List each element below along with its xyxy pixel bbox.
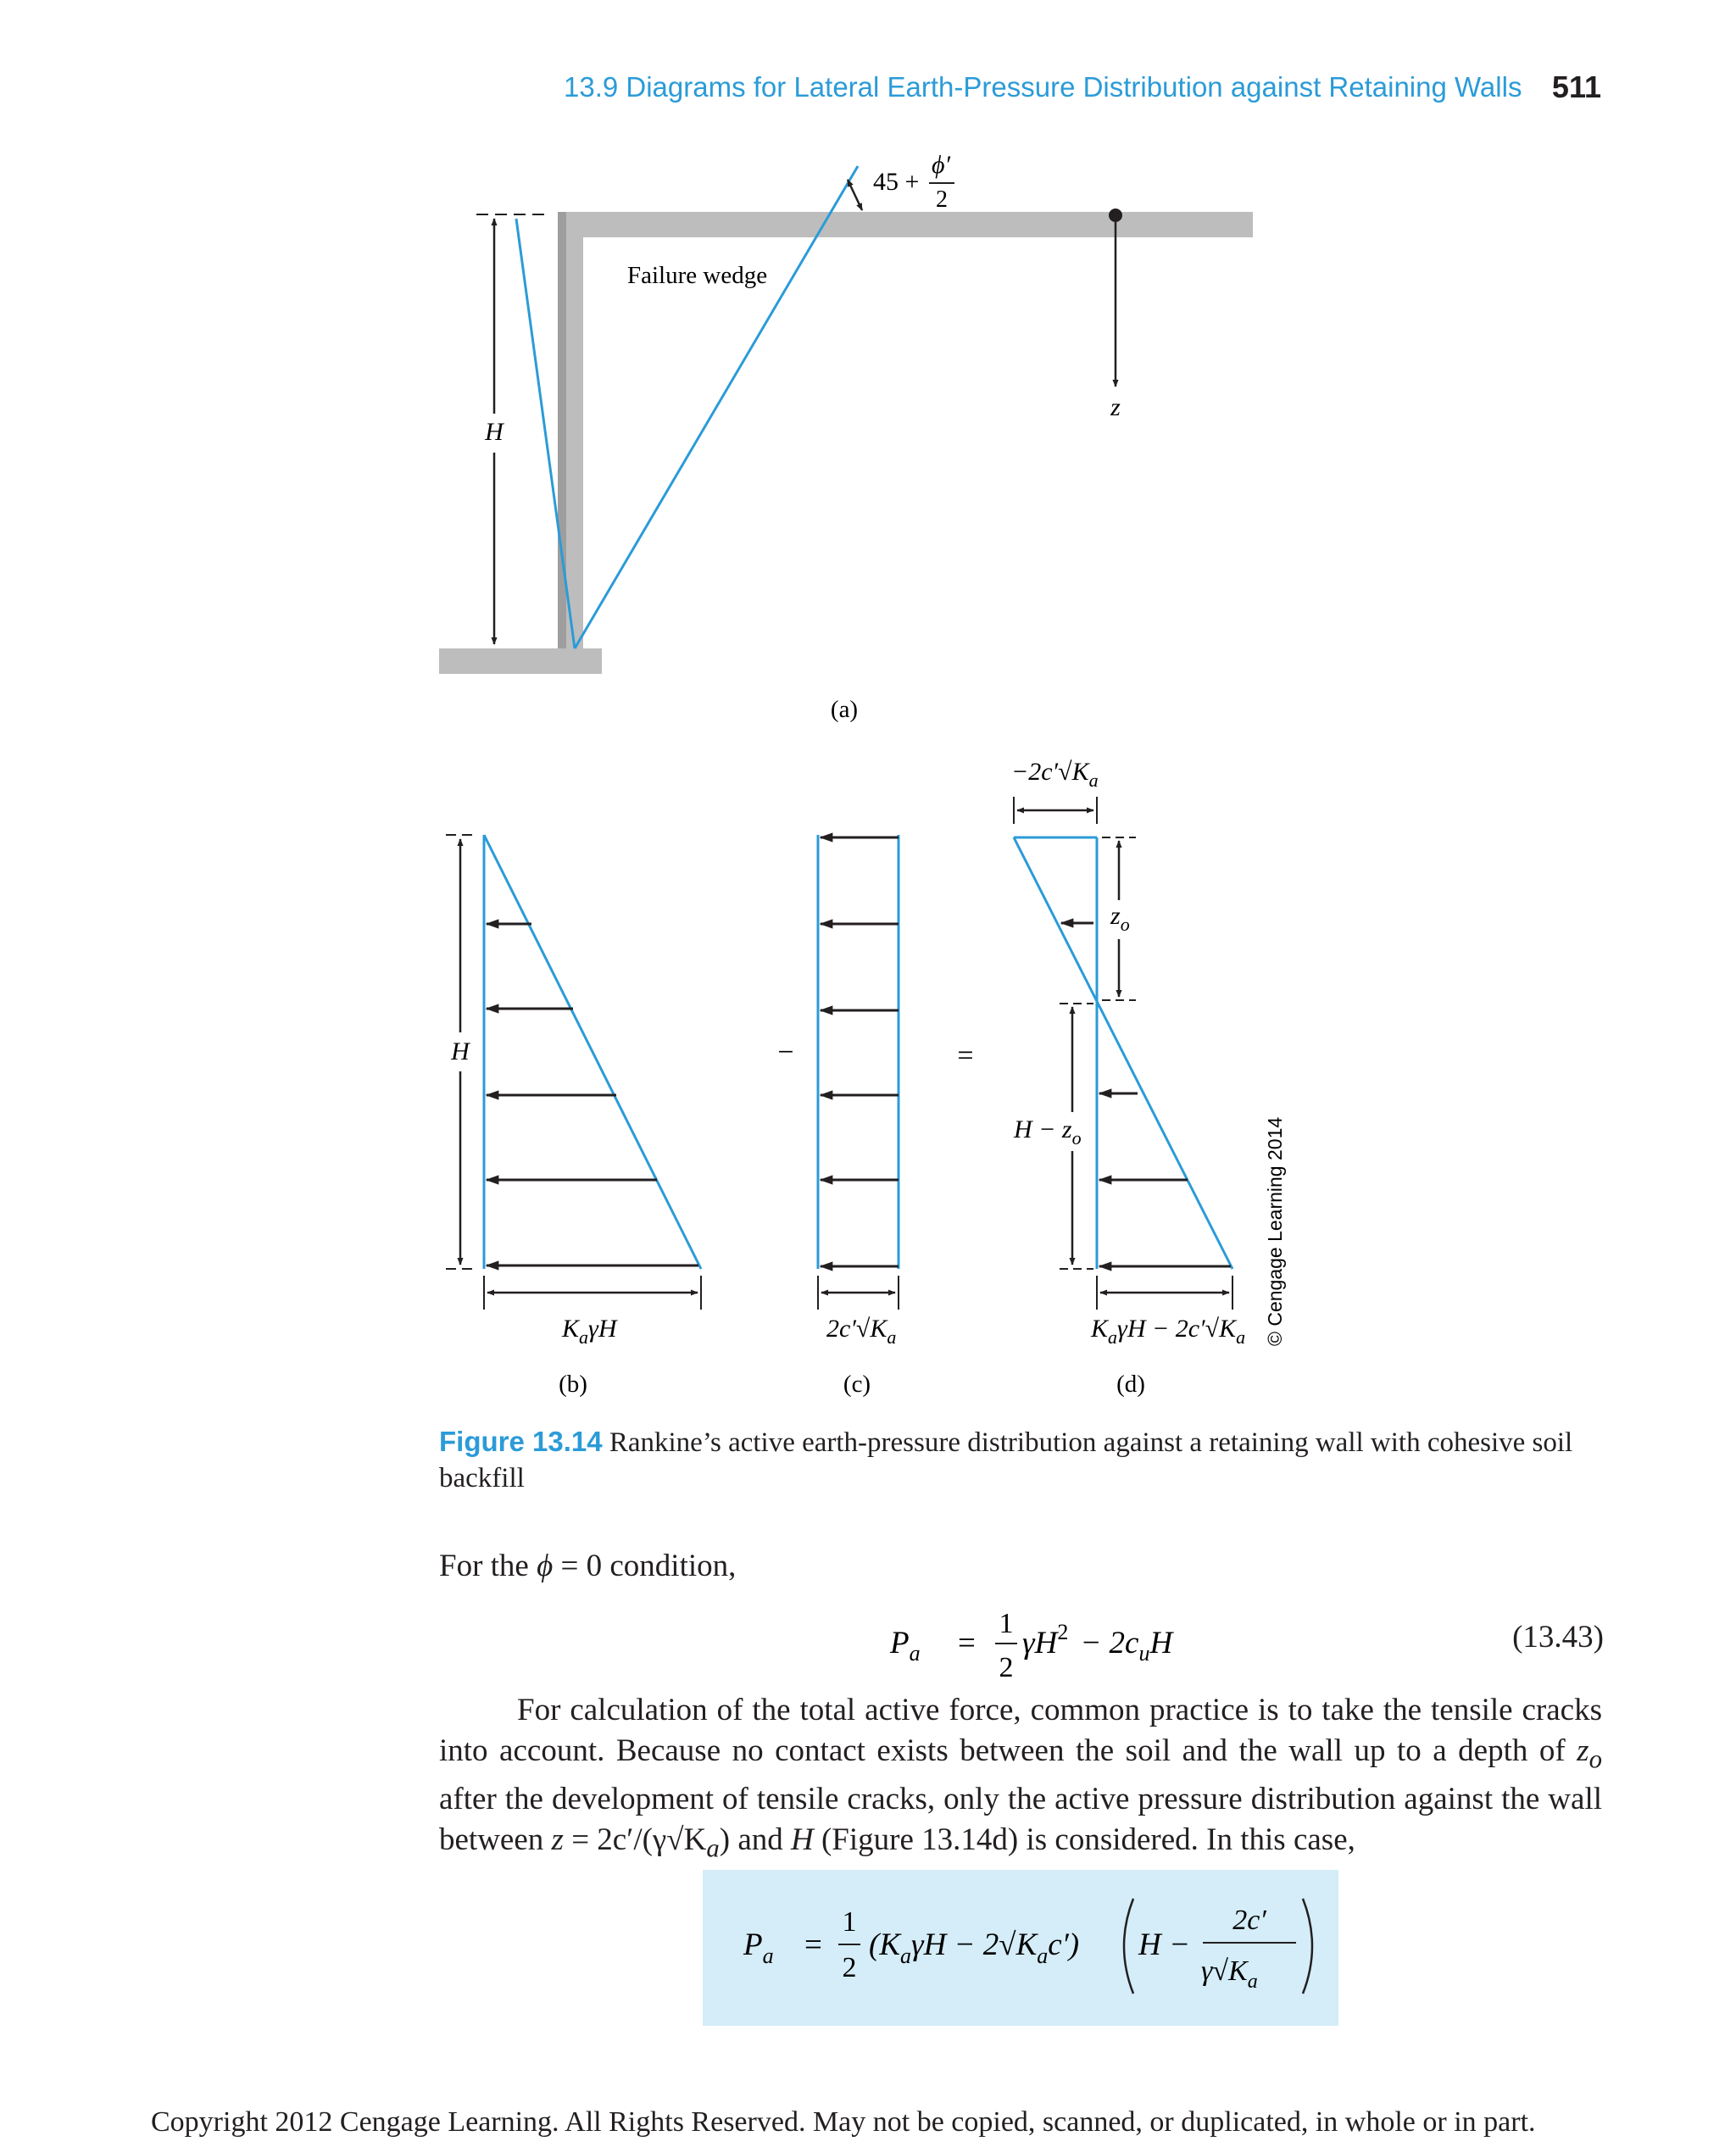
d-lower-height-label: $H - z_o$ [1014,1115,1082,1149]
eq1-numerator: 1 [999,1608,1014,1639]
para-eq-expr: = 2c′/(γ√K [571,1822,707,1858]
b-pressure-line [484,835,701,1269]
eq2-frac2-den: $\gamma√K_a$ [1201,1955,1258,1993]
angle-arrow [848,180,862,210]
base-ground [439,648,602,674]
para-zo-sub: o [1589,1744,1602,1774]
eq2-left-paren [1124,1899,1133,1994]
angle-denominator: 2 [936,186,948,213]
equation-13-43 [882,1600,1407,1694]
highlighted-equation-box [703,1870,1338,2026]
eq2-term1: $(K_a\gamma H - 2√K_ac')$ [869,1927,1080,1968]
para-H: H [791,1822,814,1858]
para-and: and [737,1822,783,1858]
panel-d-label: (d) [1116,1371,1145,1398]
para-z: z [1577,1733,1589,1768]
eq2-numerator: 1 [842,1906,857,1938]
b-width-label: $K_a\gamma H$ [562,1315,617,1348]
c-pressure-arrows [821,837,899,1266]
para-sentence-2: after the development of tensile cracks, only the active pressure distribution against the wall between [439,1782,1602,1858]
panel-d-net-pressure [1010,758,1245,1398]
angle-prefix: 45 + [873,168,920,196]
eq2-term2: H − [1138,1927,1190,1962]
angle-numerator: ϕ′ [931,151,951,179]
ground-surface [558,212,1253,237]
para-eq-sub: a [706,1833,720,1863]
page-number: 511 [1551,70,1601,104]
b-pressure-arrows [487,924,698,1265]
phi-symbol: ϕ [537,1549,554,1583]
equation-number: (13.43) [1512,1620,1604,1655]
eq1-equals: = [958,1626,976,1660]
figure-label: Figure 13.14 [439,1426,603,1457]
eq2-frac2-num: 2c′ [1232,1905,1266,1936]
condition-sentence [439,1548,736,1584]
failure-wedge-label: Failure wedge [627,262,768,289]
active-force-equation [703,1870,1338,2026]
eq2-denominator: 2 [842,1952,857,1983]
eq2-right-paren [1303,1899,1312,1994]
para-eq-close: ) [719,1822,731,1858]
panel-c-cohesion-pressure [818,835,899,1398]
depth-label: z [1110,393,1121,421]
copyright-notice: Copyright 2012 Cengage Learning. All Rights Reserved. May not be copied, scanned, or duplicated, in whole or in part. [151,2106,1536,2138]
b-height-label: H [451,1037,470,1065]
surface-point [1109,209,1122,222]
wall-height-label: H [485,418,504,446]
eq1-denominator: 2 [999,1652,1014,1683]
panel-a-label: (a) [830,696,859,723]
c-width-label: $2c'√K_a$ [826,1315,897,1348]
minus-operator: − [777,1037,794,1068]
para-z-eq: z [551,1822,564,1858]
eq1-rhs: $\gamma H^2 - 2c_uH$ [1022,1620,1173,1666]
d-zo-label: $z_o$ [1110,902,1130,935]
para-sentence-4: (Figure 13.14d) is considered. In this case, [821,1822,1355,1858]
figure-caption [439,1424,1592,1496]
panel-a-retaining-wall [439,151,1253,723]
figure-caption-text: Rankine’s active earth-pressure distribution against a retaining wall with cohesive soil backfill [439,1427,1573,1493]
d-width-label: $K_a\gamma H - 2c'√K_a$ [1091,1315,1246,1348]
para-sentence-1: For calculation of the total active force, common practice is to take the tensile cracks into account. Because no contact exists between the soil and the wall up to a depth of [439,1693,1602,1768]
panel-b-active-pressure [446,835,701,1398]
side-credit: © Cengage Learning 2014 [1264,1116,1286,1346]
running-head-title: 13.9 Diagrams for Lateral Earth-Pressure Distribution against Retaining Walls [564,71,1522,103]
panel-b-label: (b) [559,1371,587,1398]
eq1-lhs: $P_a$ [890,1626,921,1666]
failure-plane [575,166,858,648]
eq2-equals: = [804,1927,822,1962]
body-paragraph [439,1690,1602,1869]
lead-suffix: = 0 condition, [560,1549,737,1583]
lead-prefix: For the [439,1549,529,1583]
panel-c-label: (c) [843,1371,871,1398]
eq2-lhs: $P_a$ [743,1927,774,1968]
equals-operator: = [957,1040,974,1071]
d-top-label: $-2c'√K_a$ [1011,758,1099,791]
